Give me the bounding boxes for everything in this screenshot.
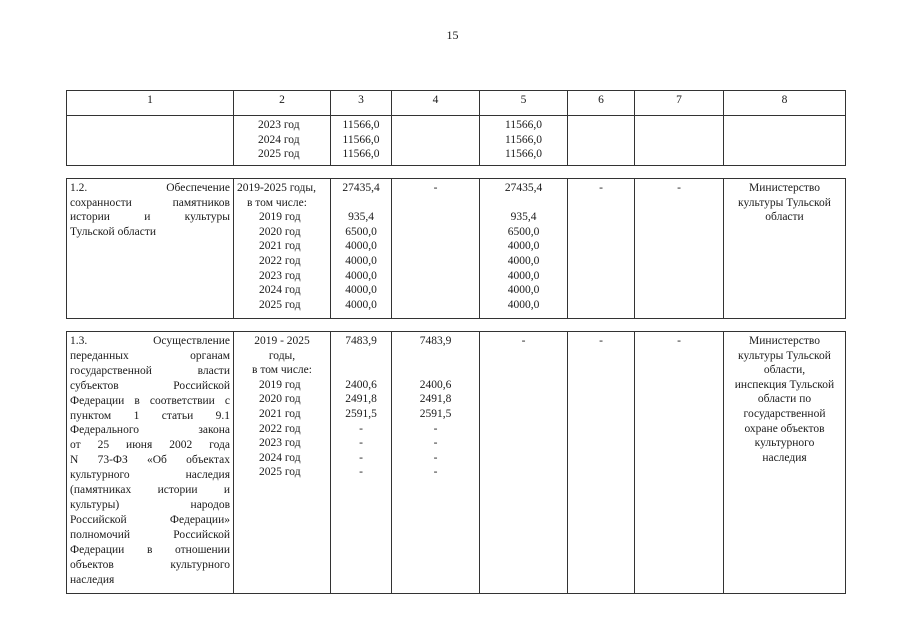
name-line: сохранности памятников <box>70 196 230 209</box>
amount: - <box>359 422 363 435</box>
year-label: 2019 год <box>259 211 301 224</box>
period-cell <box>234 179 331 319</box>
amount: - <box>359 437 363 450</box>
executor-line: инспекция Тульской <box>734 378 835 391</box>
amount: 6500,0 <box>345 225 377 238</box>
period-line: 2019 - 2025 <box>254 335 310 347</box>
amount: 4000,0 <box>345 269 377 282</box>
year-label: 2025 год <box>258 148 300 161</box>
year-label: 2025 год <box>259 298 301 311</box>
amount: 2400,6 <box>419 378 452 391</box>
amount: 11566,0 <box>505 133 542 146</box>
amount <box>334 363 388 378</box>
amount: 11566,0 <box>505 148 542 161</box>
header-cell: 8 <box>724 91 846 116</box>
period-cell <box>234 116 331 166</box>
year-label: 2025 год <box>259 466 301 479</box>
row-1-2 <box>67 179 846 319</box>
year-label: 2022 год <box>259 422 301 435</box>
year-label: 2020 год <box>259 225 301 238</box>
name-line: Тульской области <box>70 225 157 238</box>
executor-line: культурного <box>754 437 815 450</box>
year-label: 2021 год <box>259 407 301 420</box>
amount: 4000,0 <box>507 284 540 297</box>
year-label: 2024 год <box>259 284 301 297</box>
spacer-row <box>67 166 846 179</box>
amount: 2591,5 <box>419 407 452 420</box>
header-cell: 4 <box>392 91 480 116</box>
amount <box>395 349 476 364</box>
federal-cell: - <box>392 179 480 319</box>
name-line: Федерации в соответствии с <box>70 394 230 407</box>
row-1-3 <box>67 332 846 594</box>
executor-line: области <box>765 211 804 224</box>
other-cell: - <box>635 332 724 594</box>
amount: 2591,5 <box>345 407 377 420</box>
amount: 4000,0 <box>507 240 540 253</box>
name-line: Федерации в отношении <box>70 543 230 556</box>
name-line: культуры) народов <box>70 498 230 511</box>
year-label: 2022 год <box>259 254 301 267</box>
amount: - <box>359 466 363 479</box>
name-line: истории и культуры <box>70 211 230 224</box>
year-label: 2021 год <box>259 240 301 253</box>
header-cell: 2 <box>234 91 331 116</box>
executor-line: Министерство <box>749 335 820 347</box>
executor-cell <box>724 179 846 319</box>
executor-line: области по <box>757 393 812 406</box>
page-number: 15 <box>446 28 459 42</box>
local-cell: - <box>568 332 635 594</box>
header-cell: 6 <box>568 91 635 116</box>
amount <box>334 196 388 211</box>
amount: - <box>433 437 438 450</box>
period-line: годы, <box>268 349 296 362</box>
name-cell <box>67 116 234 166</box>
name-line: 1.3. Осуществление <box>70 335 230 347</box>
amount: 4000,0 <box>507 254 540 267</box>
amount: 2400,6 <box>345 378 377 391</box>
amount: 2491,8 <box>419 393 452 406</box>
executor-line: культуры Тульской <box>738 349 831 362</box>
amount: 935,4 <box>510 211 537 224</box>
name-line: (памятниках истории и <box>70 484 230 497</box>
amount: 11566,0 <box>342 148 380 161</box>
regional-cell: - <box>480 332 568 594</box>
executor-line: охране объектов <box>744 422 825 435</box>
amount: 7483,9 <box>345 335 377 347</box>
local-cell <box>568 116 635 166</box>
header-row <box>67 91 846 116</box>
amount: - <box>433 466 438 479</box>
period-cell <box>234 332 331 594</box>
year-label: 2020 год <box>259 393 301 406</box>
name-cell <box>67 179 234 319</box>
year-label: 2023 год <box>259 269 301 282</box>
period-line: в том числе: <box>247 196 307 209</box>
name-line: переданных органам <box>70 349 230 362</box>
name-line: пунктом 1 статьи 9.1 <box>70 409 230 422</box>
year-label: 2019 год <box>259 378 301 391</box>
amount: - <box>359 451 363 464</box>
regional-cell <box>480 179 568 319</box>
executor-line: области, <box>763 364 806 377</box>
amount: 4000,0 <box>507 298 540 311</box>
amount: 7483,9 <box>419 335 452 347</box>
regional-cell <box>480 116 568 166</box>
amount: - <box>433 451 438 464</box>
amount: 11566,0 <box>505 119 542 131</box>
amount: 4000,0 <box>345 298 377 311</box>
continuation-row <box>67 116 846 166</box>
header-cell: 1 <box>67 91 234 116</box>
year-label: 2024 год <box>259 451 301 464</box>
federal-cell <box>392 332 480 594</box>
amount: 4000,0 <box>345 254 377 267</box>
other-cell <box>635 116 724 166</box>
amount: 6500,0 <box>507 225 540 238</box>
executor-line: культуры Тульской <box>738 196 831 209</box>
federal-cell <box>392 116 480 166</box>
executor-line: Министерство <box>749 182 820 194</box>
amount: 4000,0 <box>345 284 377 297</box>
total-cell <box>331 116 392 166</box>
name-line: полномочий Российской <box>70 528 230 541</box>
amount: 4000,0 <box>507 269 540 282</box>
amount: 27435,4 <box>342 182 380 194</box>
local-cell: - <box>568 179 635 319</box>
year-label: 2023 год <box>259 437 301 450</box>
executor-cell <box>724 332 846 594</box>
amount: 4000,0 <box>345 240 377 253</box>
name-line: объектов культурного <box>70 558 230 571</box>
amount <box>395 363 476 378</box>
name-line: субъектов Российской <box>70 379 230 392</box>
amount: 11566,0 <box>342 133 380 146</box>
name-line: государственной власти <box>70 364 230 377</box>
amount <box>334 349 388 364</box>
executor-line: наследия <box>762 451 807 464</box>
year-label: 2023 год <box>258 119 300 131</box>
executor-line: государственной <box>743 407 826 420</box>
name-line: культурного наследия <box>70 469 230 482</box>
amount: 11566,0 <box>342 119 380 131</box>
name-line: Российской Федерации» <box>70 513 230 526</box>
amount: 935,4 <box>348 211 374 224</box>
amount <box>483 196 564 211</box>
header-cell: 5 <box>480 91 568 116</box>
executor-cell <box>724 116 846 166</box>
name-line: N 73-ФЗ «Об объектах <box>70 454 230 467</box>
total-cell <box>331 179 392 319</box>
header-cell: 7 <box>635 91 724 116</box>
other-cell: - <box>635 179 724 319</box>
period-line: 2019-2025 годы, <box>237 182 317 194</box>
amount: 27435,4 <box>504 182 543 194</box>
name-line: наследия <box>70 573 115 586</box>
period-line: в том числе: <box>252 364 312 377</box>
name-line: от 25 июня 2002 года <box>70 439 230 452</box>
name-line: Федерального закона <box>70 424 230 437</box>
total-cell <box>331 332 392 594</box>
name-cell <box>67 332 234 594</box>
budget-table <box>66 90 846 594</box>
spacer-row <box>67 319 846 332</box>
name-line: 1.2. Обеспечение <box>70 182 230 194</box>
amount: - <box>433 422 438 435</box>
year-label: 2024 год <box>258 133 300 146</box>
header-cell: 3 <box>331 91 392 116</box>
amount: 2491,8 <box>345 393 377 406</box>
